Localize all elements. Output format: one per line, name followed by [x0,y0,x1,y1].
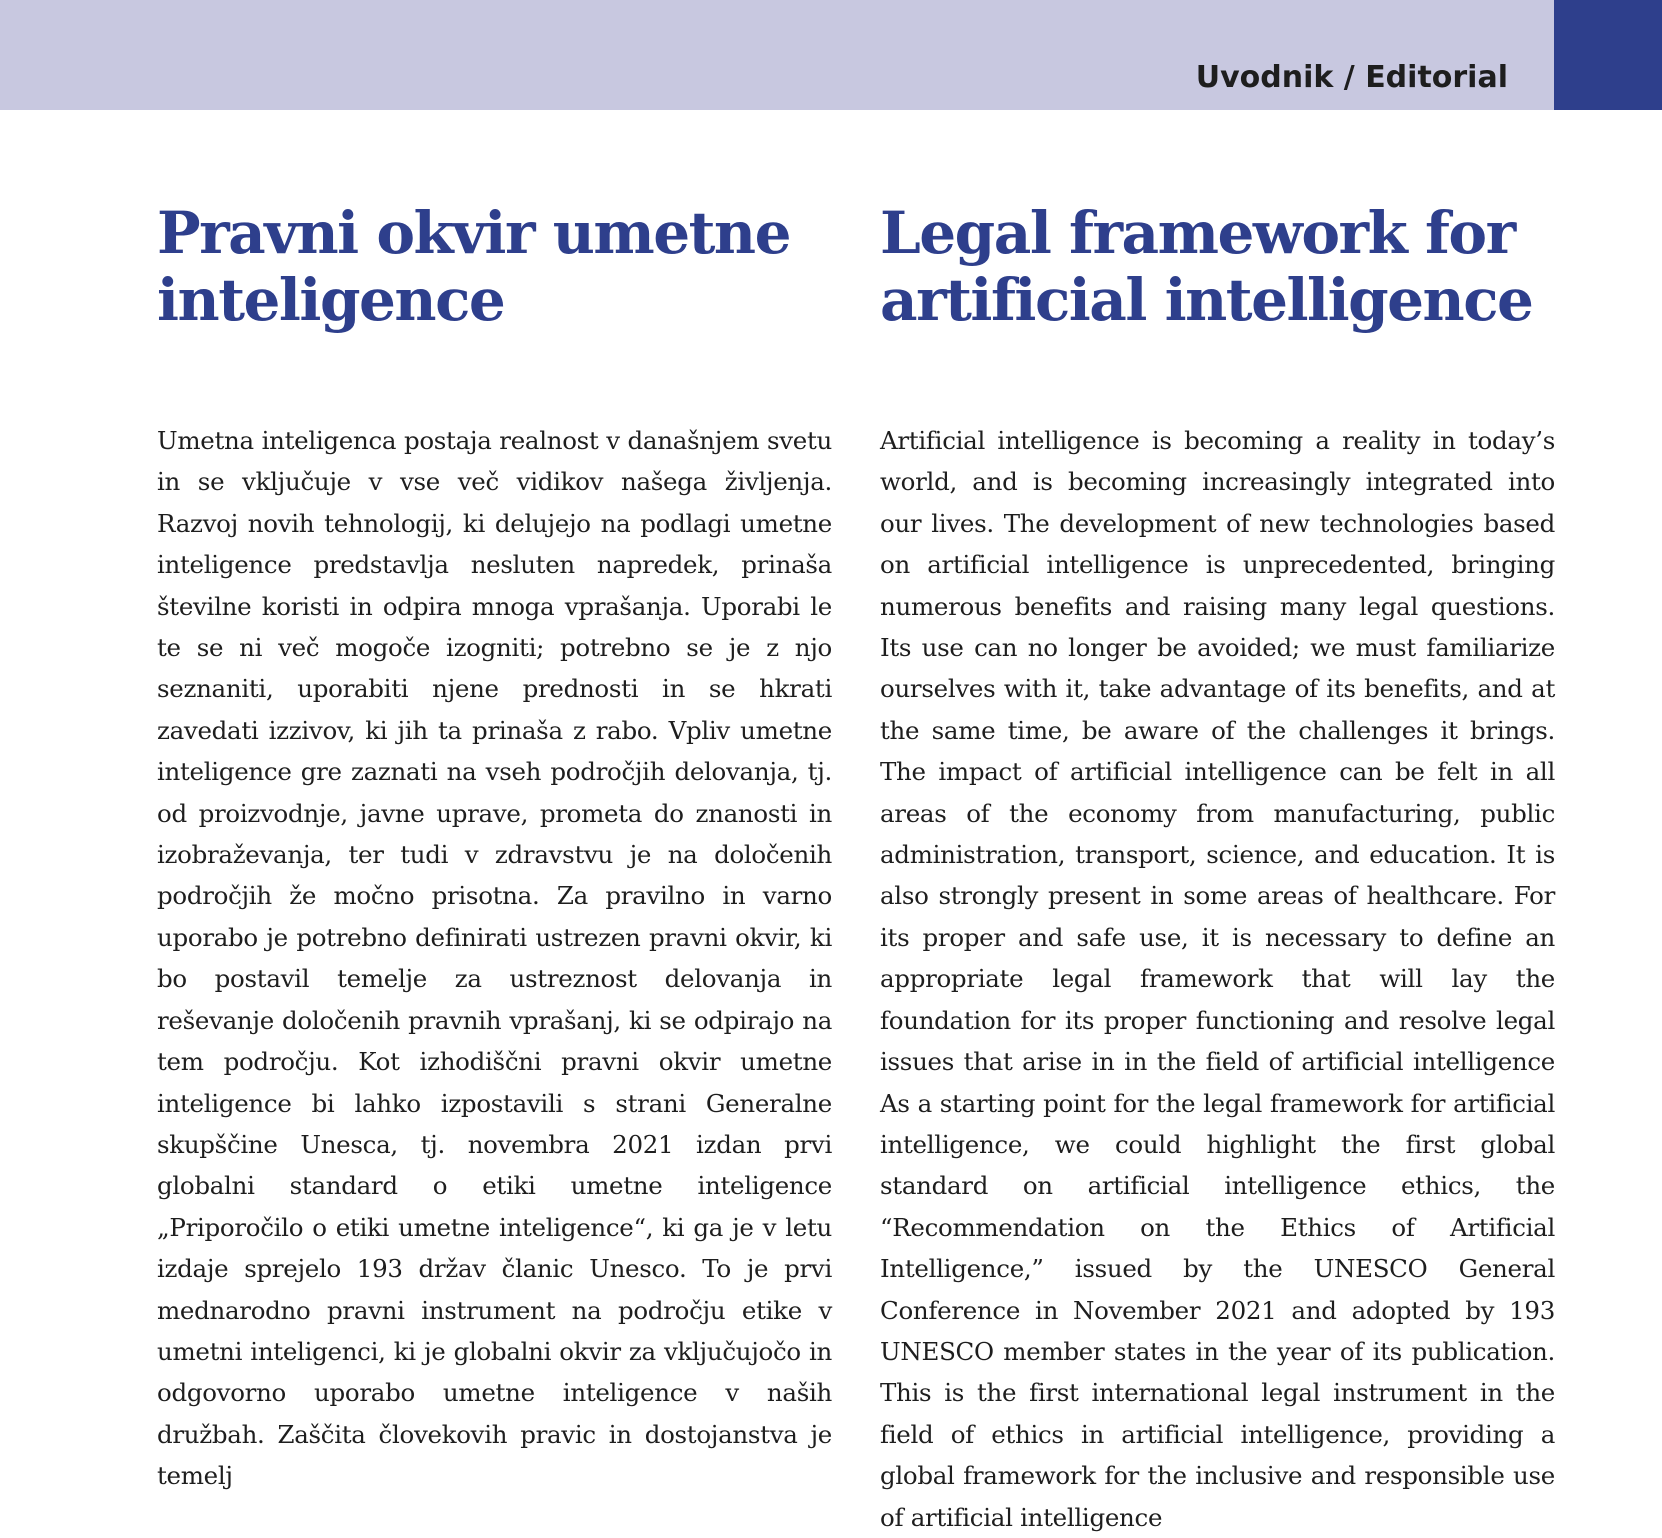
slovenian-body: Umetna inteligenca postaja realnost v današnjem svetu in se vključuje v vse več vidikov našega življenja. Razvoj novih tehnologij, ki delujejo na podlagi umetne inteligence predstavlja nesluten napredek, prinaša številne koristi in odpira mnoga vprašanja. Uporabi le te se ni več mogoče izogniti; potrebno se je z njo seznaniti, uporabiti njene prednosti in se hkrati zavedati izzivov, ki jih ta prinaša z rabo. Vpliv umetne inteligence gre zaznati na vseh področjih delovanja, tj. od proizvodnje, javne uprave, prometa do znanosti in izobraževanja, ter tudi v zdravstvu je na določenih področjih že močno prisotna. Za pravilno in varno uporabo je potrebno definirati ustrezen pravni okvir, ki bo postavil temelje za ustreznost delovanja in reševanje določenih pravnih vprašanj, ki se odpirajo na tem področju. Kot izhodiščni pravni okvir umetne inteligence bi lahko izpostavili s strani Generalne skupščine Unesca, tj. novembra 2021 izdan prvi globalni standard o etiki umetne inteligence „Priporočilo o etiki umetne inteligence“, ki ga je v letu izdaje sprejelo 193 držav članic Unesco. To je prvi mednarodno pravni instrument na področju etike v umetni inteligenci, ki je globalni okvir za vključujočo in odgovorno uporabo umetne inteligence v naših družbah. Zaščita človekovih pravic in dostojanstva je temelj [157,426,832,1491]
english-body: Artificial intelligence is becoming a reality in today’s world, and is becoming increasingly integrated into our lives. The development of new technologies based on artificial intelligence is unprecedented, bringing numerous benefits and raising many legal questions. Its use can no longer be avoided; we must familiarize ourselves with it, take advantage of its benefits, and at the same time, be aware of the challenges it brings. The impact of artificial intelligence can be felt in all areas of the economy from manufacturing, public administration, transport, science, and education. It is also strongly present in some areas of healthcare. For its proper and safe use, it is necessary to define an appropriate legal framework that will lay the foundation for its proper functioning and resolve legal issues that arise in in the field of artificial intelligence As a starting point for the legal framework for artificial intelligence, we could highlight the first global standard on artificial intelligence ethics, the “Recommendation on the Ethics of Artificial Intelligence,” issued by the UNESCO General Conference in November 2021 and adopted by 193 UNESCO member states in the year of its publication. This is the first international legal instrument in the field of ethics in artificial intelligence, providing a global framework for the inclusive and responsible use of artificial intelligence [880,426,1555,1532]
english-title: Legal framework for artificial intelligence [880,199,1533,334]
slovenian-title: Pravni okvir umetne inteligence [157,199,791,334]
header-accent-block [1554,0,1662,110]
slovenian-column [157,199,832,1491]
english-column [880,199,1555,1532]
section-label: Uvodnik / Editorial [1195,60,1508,95]
